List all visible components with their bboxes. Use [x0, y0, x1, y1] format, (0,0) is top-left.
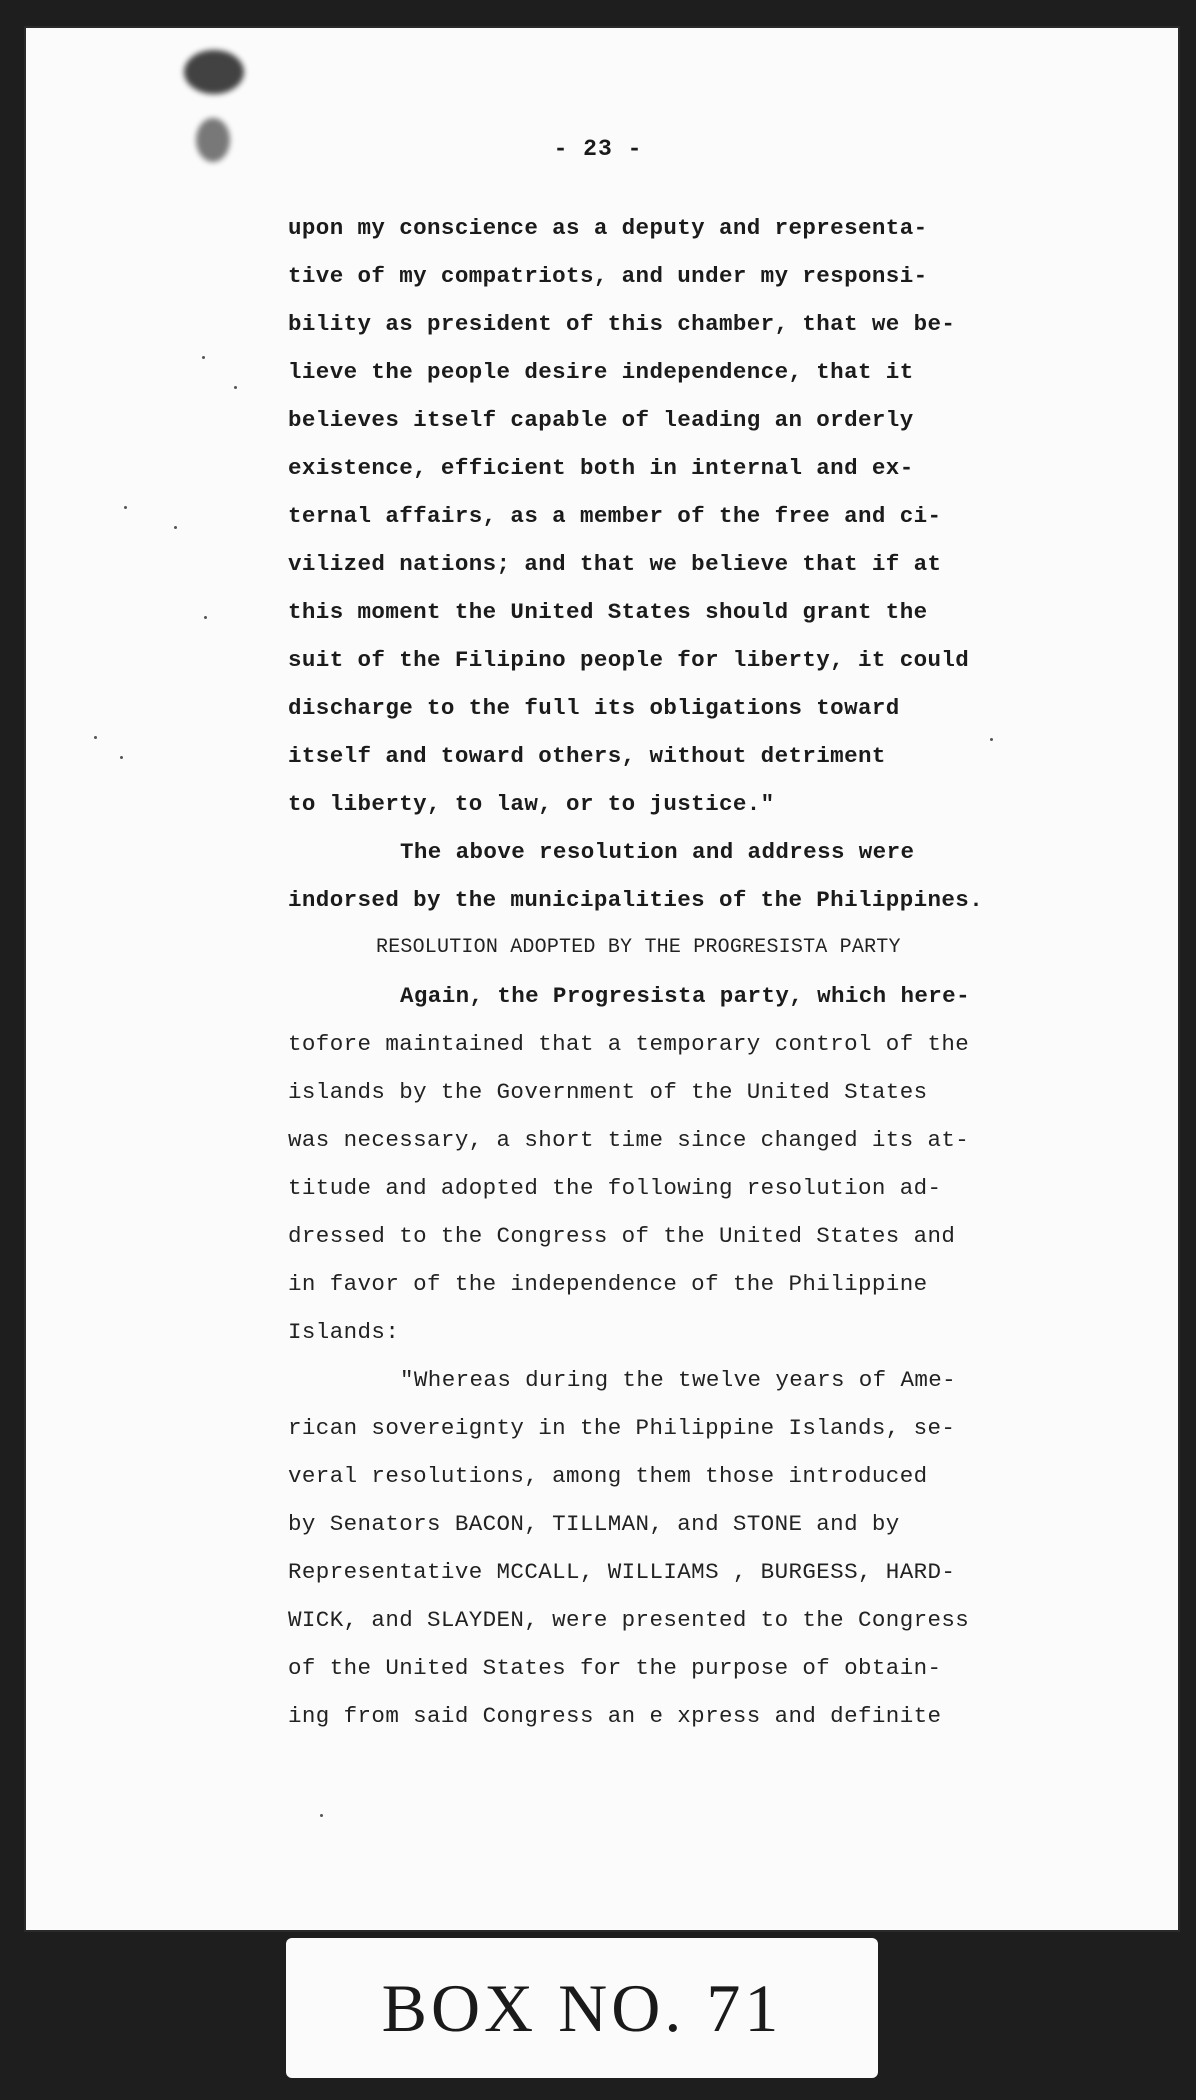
text-line: this moment the United States should grant the [288, 599, 928, 625]
text-line: to liberty, to law, or to justice." [288, 791, 775, 817]
text-line: rican sovereignty in the Philippine Islands, se- [288, 1415, 956, 1441]
text-line: ternal affairs, as a member of the free and ci- [288, 503, 942, 529]
text-line: veral resolutions, among them those introduced [288, 1463, 928, 1489]
text-line: tofore maintained that a temporary control of the [288, 1031, 970, 1057]
body-text [288, 204, 1048, 1740]
speck [124, 506, 127, 509]
text-line: was necessary, a short time since changed its at- [288, 1127, 970, 1153]
archive-box-label [286, 1938, 878, 2078]
ink-smudge [184, 50, 244, 94]
text-line: of the United States for the purpose of obtain- [288, 1655, 942, 1681]
text-line: titude and adopted the following resolution ad- [288, 1175, 942, 1201]
speck [94, 736, 97, 739]
text-line: by Senators BACON, TILLMAN, and STONE and by [288, 1511, 900, 1537]
text-line: ing from said Congress an e xpress and definite [288, 1703, 942, 1729]
text-line: tive of my compatriots, and under my responsi- [288, 263, 928, 289]
paragraph-start: The above resolution and address were [400, 839, 915, 865]
text-line: believes itself capable of leading an orderly [288, 407, 914, 433]
paragraph-start: Again, the Progresista party, which here- [400, 983, 970, 1009]
text-line: bility as president of this chamber, that we be- [288, 311, 956, 337]
text-line: Islands: [288, 1319, 400, 1345]
speck [174, 526, 177, 529]
text-line: in favor of the independence of the Philippine [288, 1271, 928, 1297]
text-line: itself and toward others, without detriment [288, 743, 886, 769]
speck [320, 1814, 323, 1817]
text-line: dressed to the Congress of the United States and [288, 1223, 956, 1249]
text-line: upon my conscience as a deputy and representa- [288, 215, 928, 241]
page-number: - 23 - [553, 136, 643, 162]
text-line: islands by the Government of the United States [288, 1079, 928, 1105]
speck [120, 756, 123, 759]
speck [202, 356, 205, 359]
text-line: Representative MCCALL, WILLIAMS , BURGESS, HARD- [288, 1559, 956, 1585]
text-line: lieve the people desire independence, that it [288, 359, 914, 385]
text-line: existence, efficient both in internal and ex- [288, 455, 914, 481]
box-number: BOX NO. 71 [381, 1969, 783, 2046]
text-line: suit of the Filipino people for liberty, it could [288, 647, 970, 673]
speck [204, 616, 207, 619]
section-heading: RESOLUTION ADOPTED BY THE PROGRESISTA PARTY [376, 936, 901, 959]
paragraph-start: "Whereas during the twelve years of Ame- [400, 1367, 957, 1393]
text-line: indorsed by the municipalities of the Philippines. [288, 887, 984, 913]
text-line: WICK, and SLAYDEN, were presented to the Congress [288, 1607, 970, 1633]
text-line: vilized nations; and that we believe that if at [288, 551, 942, 577]
speck [234, 386, 237, 389]
text-line: discharge to the full its obligations toward [288, 695, 900, 721]
